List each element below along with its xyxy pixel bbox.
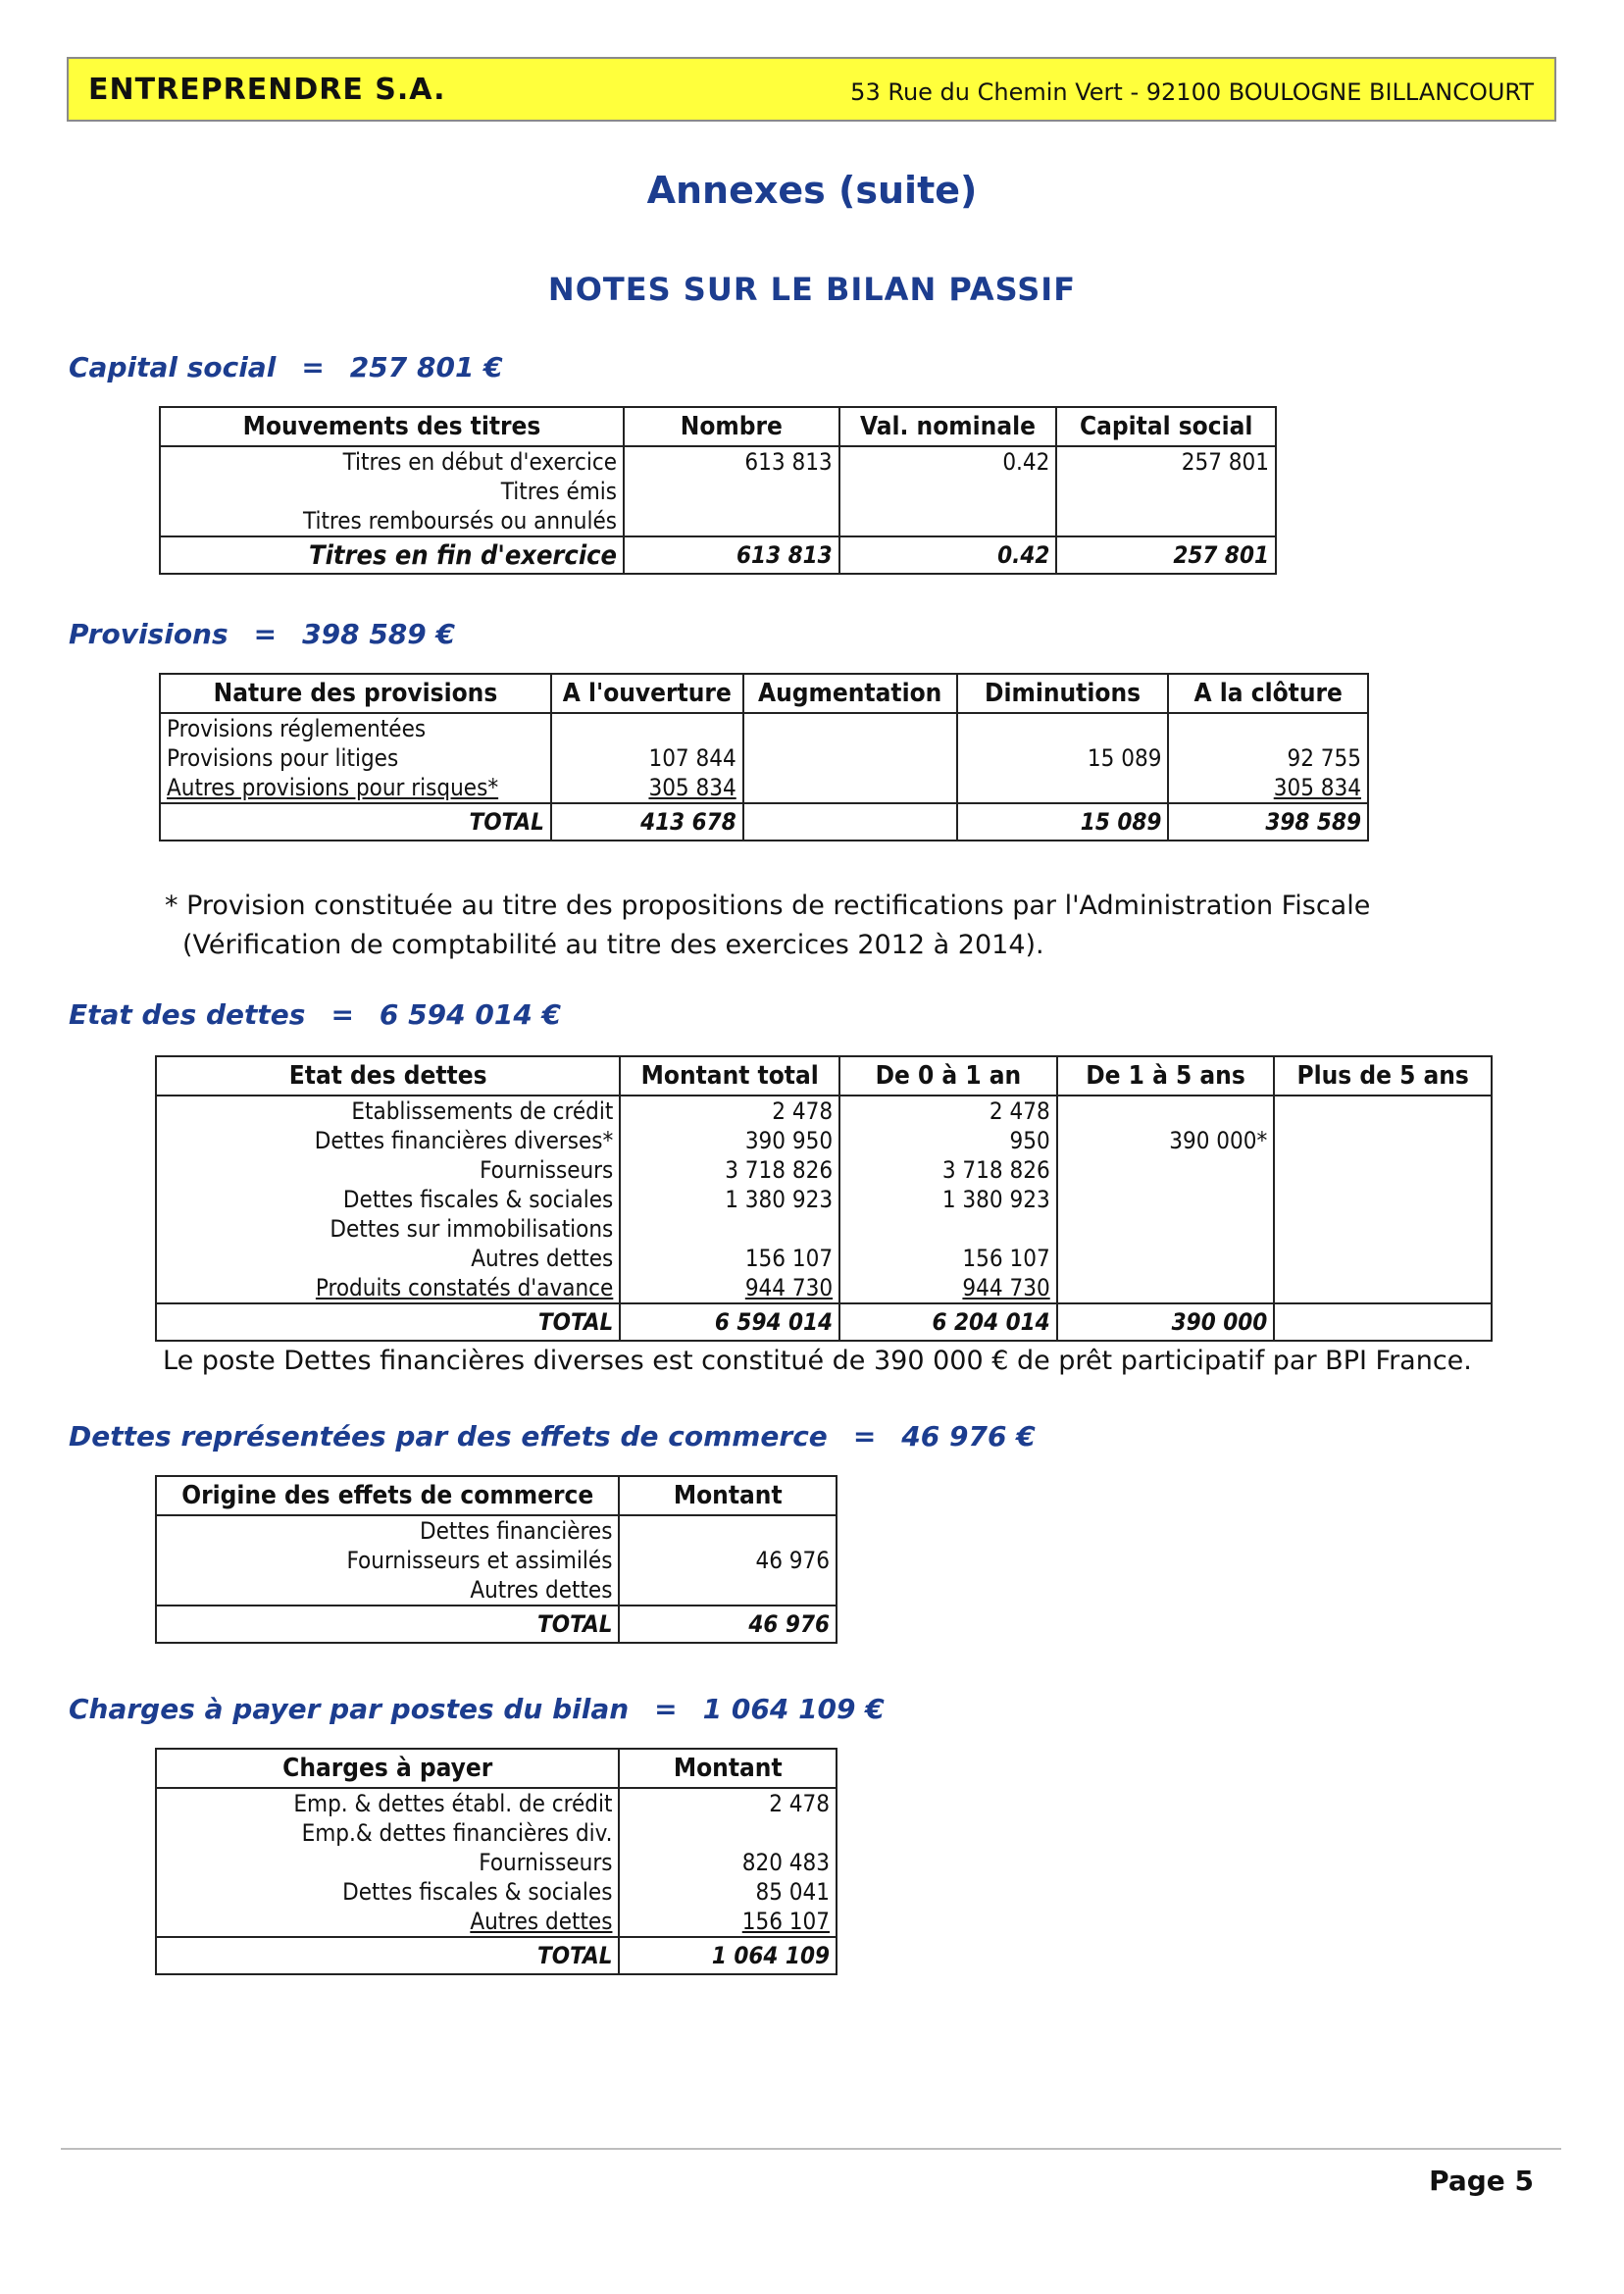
company-address: 53 Rue du Chemin Vert - 92100 BOULOGNE BILLANCOURT bbox=[850, 78, 1534, 106]
page-number: Page 5 bbox=[1429, 2165, 1534, 2197]
table-row: Titres remboursés ou annulés bbox=[160, 506, 1276, 536]
capital-table bbox=[159, 406, 1277, 575]
col-header: Nombre bbox=[624, 407, 839, 446]
table-row: Produits constatés d'avance 944 730 944 730 bbox=[156, 1273, 1492, 1303]
table-row: Dettes fiscales & sociales 85 041 bbox=[156, 1877, 837, 1907]
table-row: Emp. & dettes établ. de crédit 2 478 bbox=[156, 1788, 837, 1818]
total-row: TOTAL 413 678 15 089 398 589 bbox=[160, 803, 1368, 841]
table-row: Emp.& dettes financières div. bbox=[156, 1818, 837, 1848]
footer-divider bbox=[61, 2148, 1561, 2150]
col-header: Plus de 5 ans bbox=[1274, 1056, 1492, 1096]
table-row: Autres provisions pour risques* 305 834 305 834 bbox=[160, 773, 1368, 803]
col-header: A l'ouverture bbox=[551, 674, 743, 713]
effets-heading: Dettes représentées par des effets de commerce = 46 976 € bbox=[69, 1420, 1036, 1453]
col-header: De 1 à 5 ans bbox=[1057, 1056, 1275, 1096]
col-header: Montant bbox=[619, 1749, 837, 1788]
table-row: Provisions pour litiges 107 844 15 089 92 755 bbox=[160, 743, 1368, 773]
table-row: Dettes financières diverses* 390 950 950 390 000* bbox=[156, 1126, 1492, 1155]
provisions-note-line1: * Provision constituée au titre des propositions de rectifications par l'Administration Fiscale bbox=[165, 891, 1371, 921]
col-header: Etat des dettes bbox=[156, 1056, 620, 1096]
total-row: TOTAL 46 976 bbox=[156, 1606, 837, 1643]
provisions-heading: Provisions = 398 589 € bbox=[69, 618, 455, 650]
col-header: Montant bbox=[619, 1476, 837, 1515]
table-row: Titres émis bbox=[160, 477, 1276, 506]
dettes-heading: Etat des dettes = 6 594 014 € bbox=[69, 998, 562, 1031]
dettes-note: Le poste Dettes financières diverses est constitué de 390 000 € de prêt participatif par BPI France. bbox=[163, 1346, 1472, 1376]
dettes-table bbox=[155, 1055, 1493, 1342]
effets-table bbox=[155, 1475, 837, 1644]
page-subtitle: NOTES SUR LE BILAN PASSIF bbox=[547, 271, 1077, 308]
table-row: Autres dettes 156 107 156 107 bbox=[156, 1244, 1492, 1273]
table-row: Dettes sur immobilisations bbox=[156, 1214, 1492, 1244]
table-row: Fournisseurs 820 483 bbox=[156, 1848, 837, 1877]
table-row: Autres dettes bbox=[156, 1575, 837, 1606]
provisions-note-line2: (Vérification de comptabilité au titre des exercices 2012 à 2014). bbox=[182, 930, 1044, 960]
table-row: Dettes financières bbox=[156, 1515, 837, 1546]
table-row: Fournisseurs 3 718 826 3 718 826 bbox=[156, 1155, 1492, 1185]
table-row: Titres en début d'exercice 613 813 0.42 257 801 bbox=[160, 446, 1276, 477]
company-name: ENTREPRENDRE S.A. bbox=[88, 73, 446, 107]
col-header: Charges à payer bbox=[156, 1749, 619, 1788]
charges-heading: Charges à payer par postes du bilan = 1 064 109 € bbox=[69, 1693, 885, 1725]
table-row: Dettes fiscales & sociales 1 380 923 1 380 923 bbox=[156, 1185, 1492, 1214]
table-row: Etablissements de crédit 2 478 2 478 bbox=[156, 1096, 1492, 1126]
col-header: Val. nominale bbox=[839, 407, 1057, 446]
col-header: A la clôture bbox=[1168, 674, 1368, 713]
col-header: Origine des effets de commerce bbox=[156, 1476, 619, 1515]
total-row: TOTAL 6 594 014 6 204 014 390 000 bbox=[156, 1303, 1492, 1341]
capital-heading: Capital social = 257 801 € bbox=[69, 351, 503, 383]
table-row: Provisions réglementées bbox=[160, 713, 1368, 743]
col-header: Augmentation bbox=[743, 674, 957, 713]
col-header: De 0 à 1 an bbox=[839, 1056, 1057, 1096]
col-header: Capital social bbox=[1056, 407, 1276, 446]
col-header: Montant total bbox=[620, 1056, 839, 1096]
table-row: Fournisseurs et assimilés 46 976 bbox=[156, 1546, 837, 1575]
col-header: Diminutions bbox=[957, 674, 1169, 713]
page-title: Annexes (suite) bbox=[646, 169, 978, 212]
table-row: Autres dettes 156 107 bbox=[156, 1907, 837, 1937]
total-row: TOTAL 1 064 109 bbox=[156, 1937, 837, 1974]
col-header: Nature des provisions bbox=[160, 674, 551, 713]
provisions-table bbox=[159, 673, 1369, 841]
charges-table bbox=[155, 1748, 837, 1975]
total-row: Titres en fin d'exercice 613 813 0.42 257 801 bbox=[160, 536, 1276, 574]
col-header: Mouvements des titres bbox=[160, 407, 624, 446]
